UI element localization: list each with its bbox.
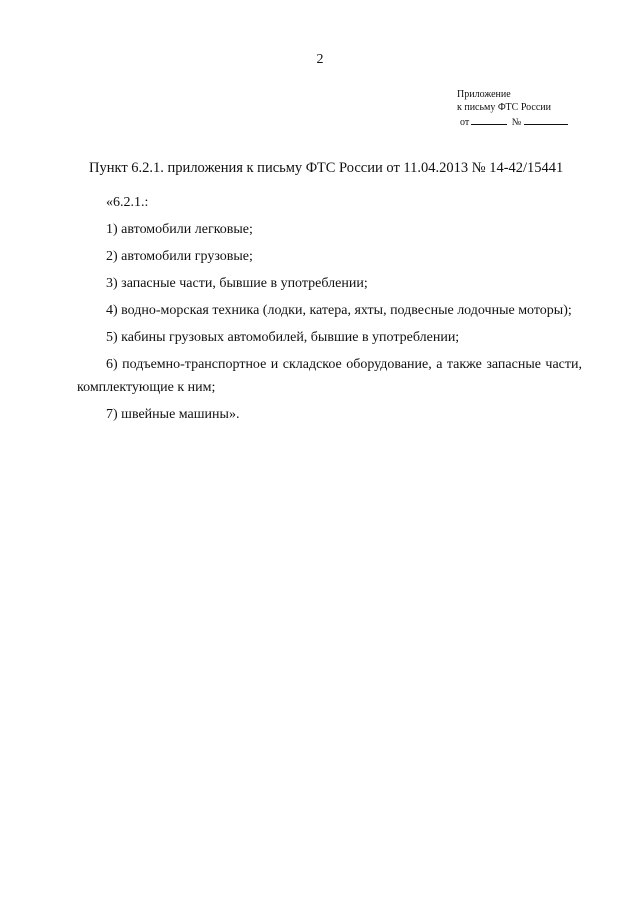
- list-item: 7) швейные машины».: [106, 407, 240, 422]
- list-item: 3) запасные части, бывшие в употреблении;: [106, 276, 368, 291]
- page-number: 2: [316, 52, 324, 67]
- list-item: 4) водно-морская техника (лодки, катера, яхты, подвесные лодочные моторы);: [106, 303, 572, 318]
- paragraph-intro: «6.2.1.:: [106, 195, 149, 210]
- list-item: 6) подъемно-транспортное и складское оборудование, а также запасные части, комплектующие к ним;: [77, 357, 582, 395]
- list-item: 2) автомобили грузовые;: [106, 249, 253, 264]
- appendix-title: Приложение: [457, 89, 511, 100]
- appendix-date-number: [457, 114, 568, 129]
- appendix-letter-ref: к письму ФТС России: [457, 102, 551, 113]
- document-body: [77, 187, 582, 426]
- number-prefix: №: [511, 117, 522, 128]
- number-blank: [524, 114, 568, 125]
- list-item: 1) автомобили легковые;: [106, 222, 253, 237]
- document-heading: Пункт 6.2.1. приложения к письму ФТС России от 11.04.2013 № 14-42/15441: [89, 160, 564, 176]
- appendix-note: [457, 88, 568, 129]
- date-prefix: от: [460, 117, 470, 128]
- list-item: 5) кабины грузовых автомобилей, бывшие в употреблении;: [106, 330, 460, 345]
- date-blank: [471, 114, 507, 125]
